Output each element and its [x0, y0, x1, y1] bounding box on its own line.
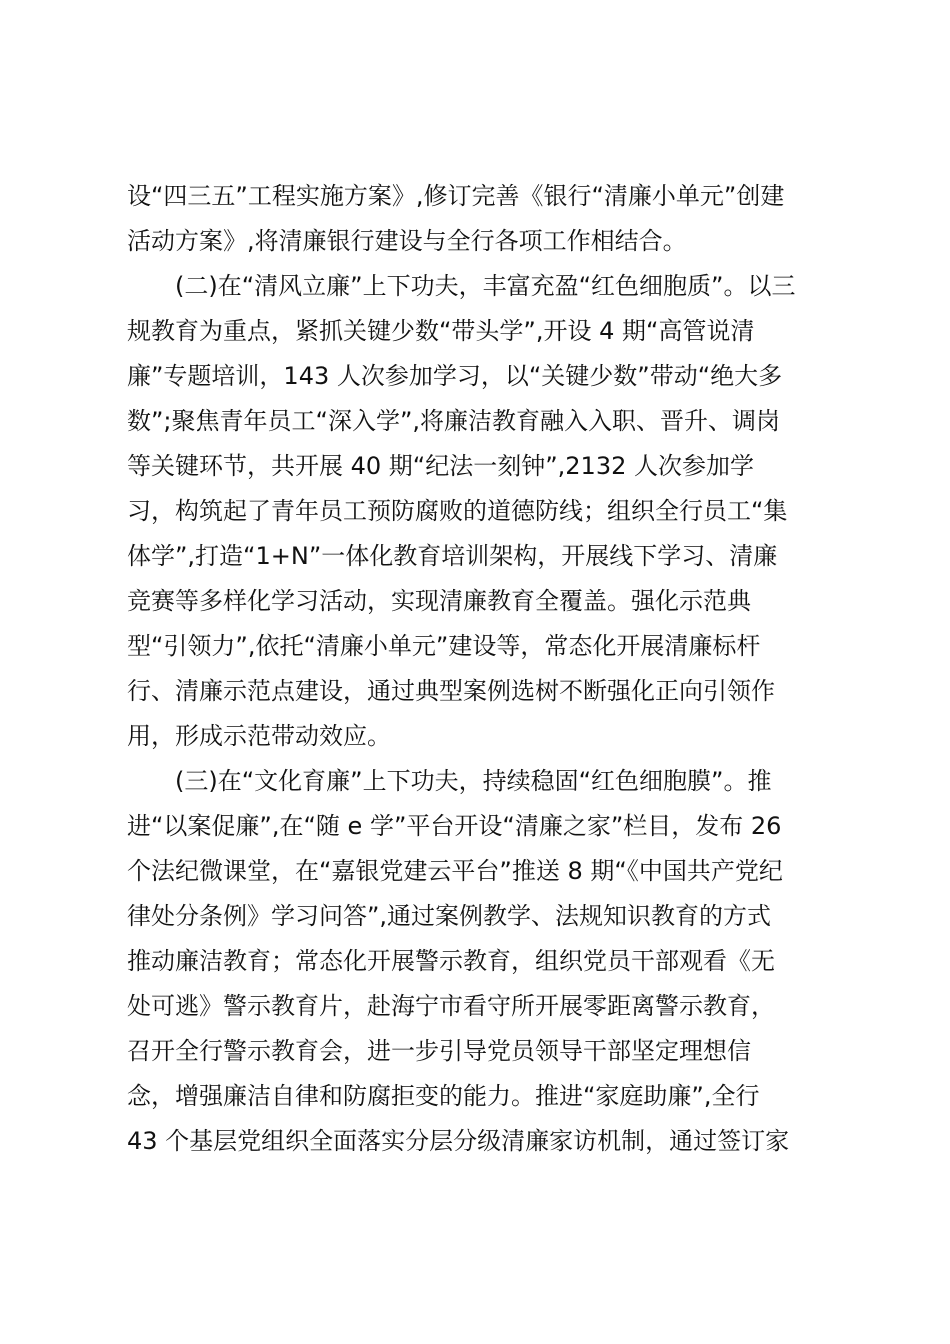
text-line: (三)在“文化育廉”上下功夫，持续稳固“红色细胞膜”。推 — [175, 767, 772, 795]
text-line: 竞赛等多样化学习活动，实现清廉教育全覆盖。强化示范典 — [127, 587, 751, 615]
text-line: 进“以案促廉”,在“随 e 学”平台开设“清廉之家”栏目，发布 26 — [127, 812, 782, 840]
text-line: 召开全行警示教育会，进一步引导党员领导干部坚定理想信 — [127, 1037, 751, 1065]
text-line: 用，形成示范带动效应。 — [127, 722, 391, 750]
text-line: 等关键环节，共开展 40 期“纪法一刻钟”,2132 人次参加学 — [127, 452, 754, 480]
text-line: 体学”,打造“1+N”一体化教育培训架构，开展线下学习、清廉 — [127, 542, 778, 570]
text-line: 型“引领力”,依托“清廉小单元”建设等，常态化开展清廉标杆 — [127, 632, 761, 660]
text-line: 行、清廉示范点建设，通过典型案例选树不断强化正向引领作 — [127, 677, 775, 705]
text-line: 规教育为重点，紧抓关键少数“带头学”,开设 4 期“高管说清 — [127, 317, 755, 345]
text-line: 念，增强廉洁自律和防腐拒变的能力。推进“家庭助廉”,全行 — [127, 1082, 760, 1110]
text-line: 活动方案》,将清廉银行建设与全行各项工作相结合。 — [127, 227, 687, 255]
text-line: 推动廉洁教育；常态化开展警示教育，组织党员干部观看《无 — [127, 947, 775, 975]
text-line: 个法纪微课堂，在“嘉银党建云平台”推送 8 期“《中国共产党纪 — [127, 857, 783, 885]
text-line: 习，构筑起了青年员工预防腐败的道德防线；组织全行员工“集 — [127, 497, 788, 525]
text-line: 处可逃》警示教育片，赴海宁市看守所开展零距离警示教育， — [127, 992, 775, 1020]
text-line: 律处分条例》学习问答”,通过案例教学、法规知识教育的方式 — [127, 902, 772, 930]
text-line: 廉”专题培训，143 人次参加学习，以“关键少数”带动“绝大多 — [127, 362, 783, 390]
text-line: 数”;聚焦青年员工“深入学”,将廉洁教育融入入职、晋升、调岗 — [127, 407, 781, 435]
text-line: 设“四三五”工程实施方案》,修订完善《银行“清廉小单元”创建 — [127, 182, 785, 210]
text-line: (二)在“清风立廉”上下功夫，丰富充盈“红色细胞质”。以三 — [175, 272, 796, 300]
text-line: 43 个基层党组织全面落实分层分级清廉家访机制，通过签订家 — [127, 1127, 790, 1155]
body-text — [127, 174, 833, 1164]
